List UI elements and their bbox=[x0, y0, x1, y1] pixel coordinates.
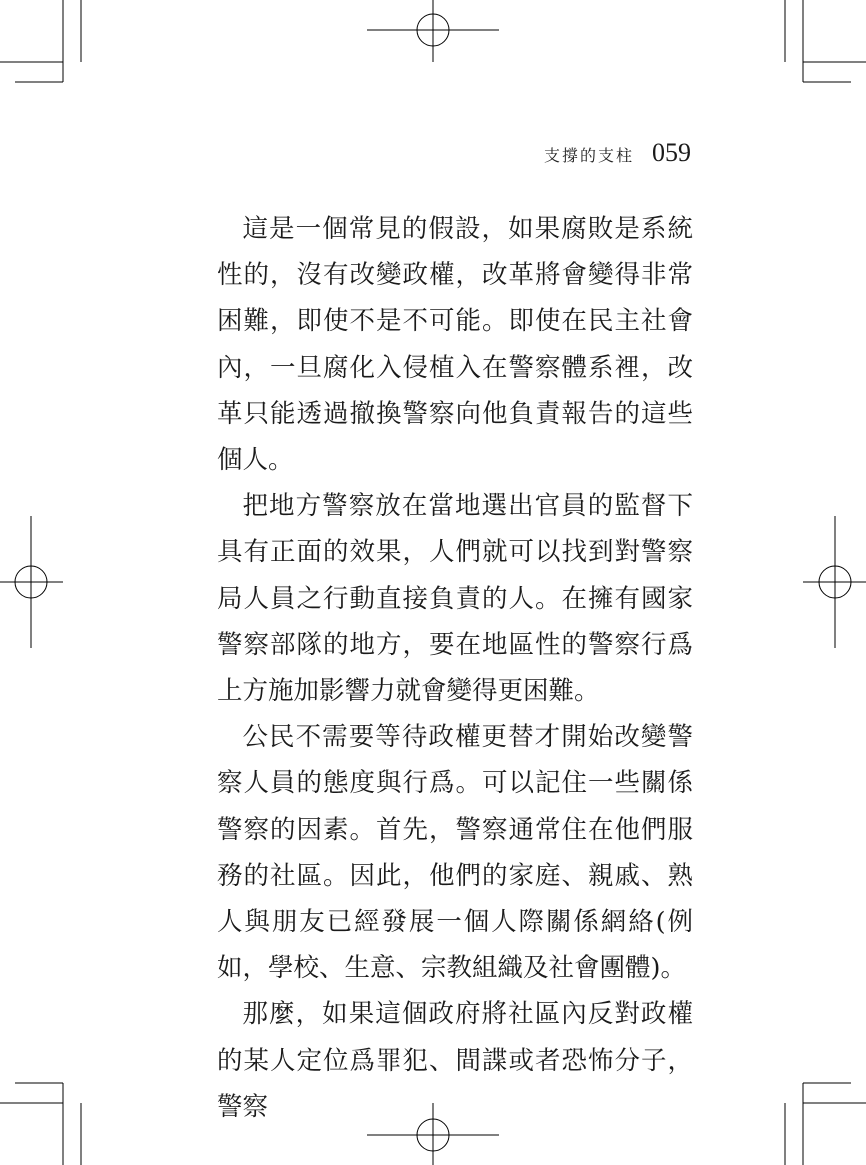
registration-mark-right bbox=[803, 516, 866, 648]
paragraph: 公民不需要等待政權更替才開始改變警察人員的態度與行爲。可以記住一些關係警察的因素。首先，警察通常住在他們服務的社區。因此，他們的家庭、親戚、熟人與朋友已經發展一個人際關係網絡(例如，學校、生意、宗教組織及社會團體)。 bbox=[217, 722, 693, 984]
paragraph: 把地方警察放在當地選出官員的監督下具有正面的效果，人們就可以找到對警察局人員之行動直接負責的人。在擁有國家警察部隊的地方，要在地區性的警察行爲上方施加影響力就會變得更困難。 bbox=[217, 491, 693, 707]
page-header bbox=[544, 138, 691, 168]
crop-mark-top-right bbox=[785, 0, 866, 82]
crop-mark-top-left bbox=[0, 0, 81, 82]
running-title: 支撐的支柱 bbox=[543, 146, 634, 165]
registration-mark-top bbox=[367, 0, 499, 62]
paragraph: 這是一個常見的假設，如果腐敗是系統性的，沒有改變政權，改革將會變得非常困難，即使不是不可能。即使在民主社會內，一旦腐化入侵植入在警察體系裡，改革只能透過撤換警察向他負責報告的這些個人。 bbox=[217, 214, 693, 476]
paragraph: 那麼，如果這個政府將社區內反對政權的某人定位爲罪犯、間諜或者恐怖分子，警察 bbox=[217, 999, 693, 1122]
body-text bbox=[217, 206, 693, 1130]
page-number: 059 bbox=[652, 138, 691, 167]
registration-mark-left bbox=[0, 516, 63, 648]
crop-mark-bottom-left bbox=[0, 1083, 81, 1165]
crop-mark-bottom-right bbox=[785, 1083, 866, 1165]
